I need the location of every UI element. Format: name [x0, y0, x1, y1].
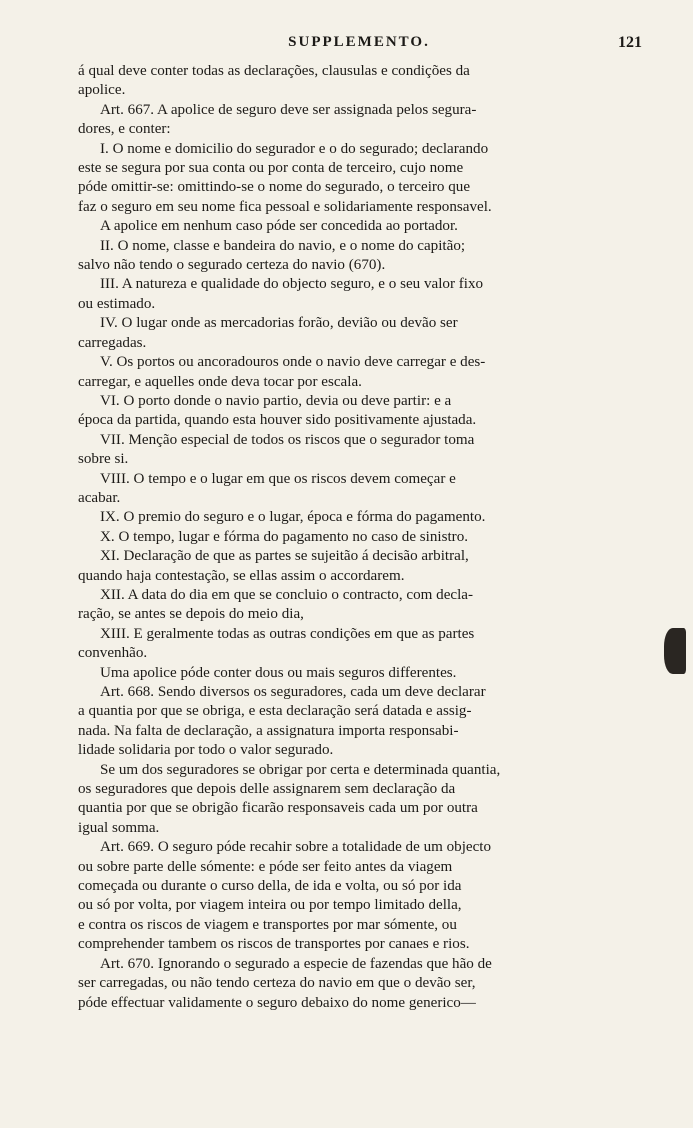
- text-line: ração, se antes se depois do meio dia,: [78, 606, 304, 623]
- text-line: igual somma.: [78, 819, 160, 836]
- text-line: comprehender tambem os riscos de transportes por canaes e rios.: [78, 936, 470, 953]
- text-line: X. O tempo, lugar e fórma do pagamento no caso de sinistro.: [100, 528, 469, 545]
- text-line: á qual deve conter todas as declarações, clausulas e condições da: [78, 63, 470, 79]
- text-line: XI. Declaração de que as partes se sujeitão á decisão arbitral,: [100, 548, 469, 565]
- text-line: VII. Menção especial de todos os riscos que o segurador toma: [100, 431, 475, 448]
- text-line: apolice.: [78, 82, 126, 99]
- text-line: Uma apolice póde conter dous ou mais seguros differentes.: [100, 664, 457, 681]
- text-line: época da partida, quando esta houver sido positivamente ajustada.: [78, 412, 477, 429]
- text-line: lidade solidaria por todo o valor segurado.: [78, 742, 334, 759]
- text-line: IX. O premio do seguro e o lugar, época e fórma do pagamento.: [100, 509, 486, 526]
- text-line: VIII. O tempo e o lugar em que os riscos devem começar e: [100, 470, 456, 487]
- text-line: ser carregadas, ou não tendo certeza do navio em que o devão ser,: [78, 975, 476, 992]
- text-line: Se um dos seguradores se obrigar por certa e determinada quantia,: [100, 761, 501, 778]
- text-line: salvo não tendo o segurado certeza do navio (670).: [78, 257, 386, 274]
- text-line: VI. O porto donde o navio partio, devia ou deve partir: e a: [100, 392, 452, 409]
- text-line: carregadas.: [78, 334, 147, 351]
- text-line: acabar.: [78, 489, 121, 506]
- text-line: XIII. E geralmente todas as outras condições em que as partes: [100, 625, 475, 642]
- body-text: [78, 62, 640, 1013]
- text-line: e contra os riscos de viagem e transportes por mar sómente, ou: [78, 916, 457, 933]
- text-line: A apolice em nenhum caso póde ser concedida ao portador.: [100, 218, 458, 235]
- text-line: Art. 669. O seguro póde recahir sobre a totalidade de um objecto: [100, 839, 492, 856]
- text-line: póde effectuar validamente o seguro debaixo do nome generico—: [78, 994, 476, 1011]
- text-line: carregar, e aquelles onde deva tocar por escala.: [78, 373, 362, 390]
- text-line: os seguradores que depois delle assignarem sem declaração da: [78, 781, 456, 798]
- page-edge-stain: [664, 628, 686, 674]
- running-header: [78, 34, 640, 58]
- text-line: convenhão.: [78, 645, 148, 662]
- text-line: IV. O lugar onde as mercadorias forão, devião ou devão ser: [100, 315, 458, 332]
- text-line: III. A natureza e qualidade do objecto seguro, e o seu valor fixo: [100, 276, 484, 293]
- text-line: II. O nome, classe e bandeira do navio, e o nome do capitão;: [100, 237, 466, 254]
- text-line: a quantia por que se obriga, e esta declaração será datada e assig-: [78, 703, 472, 720]
- text-line: quantia por que se obrigão ficarão responsaveis cada um por outra: [78, 800, 478, 817]
- text-line: ou estimado.: [78, 295, 156, 312]
- text-line: V. Os portos ou ancoradouros onde o navio deve carregar e des-: [100, 354, 486, 371]
- book-page: [78, 34, 640, 1013]
- text-line: XII. A data do dia em que se concluio o contracto, com decla-: [100, 586, 474, 603]
- running-title: SUPPLEMENTO.: [288, 34, 430, 50]
- text-line: este se segura por sua conta ou por conta de terceiro, cujo nome: [78, 160, 464, 177]
- text-line: dores, e conter:: [78, 121, 171, 138]
- text-line: Art. 670. Ignorando o segurado a especie de fazendas que hão de: [100, 955, 492, 972]
- text-line: começada ou durante o curso della, de ida e volta, ou só por ida: [78, 878, 462, 895]
- text-line: nada. Na falta de declaração, a assignatura importa responsabi-: [78, 722, 459, 739]
- text-line: I. O nome e domicilio do segurador e o do segurado; declarando: [100, 140, 489, 157]
- text-line: ou só por volta, por viagem inteira ou por tempo limitado della,: [78, 897, 462, 914]
- text-line: Art. 668. Sendo diversos os seguradores, cada um deve declarar: [100, 684, 486, 700]
- page-number: 121: [618, 34, 642, 51]
- text-line: faz o seguro em seu nome fica pessoal e solidariamente responsavel.: [78, 198, 492, 215]
- text-line: quando haja contestação, se ellas assim o accordarem.: [78, 567, 405, 584]
- text-line: póde omittir-se: omittindo-se o nome do segurado, o terceiro que: [78, 179, 471, 196]
- text-line: Art. 667. A apolice de seguro deve ser assignada pelos segura-: [100, 101, 477, 118]
- text-line: sobre si.: [78, 451, 129, 468]
- text-line: ou sobre parte delle sómente: e póde ser feito antes da viagem: [78, 858, 453, 875]
